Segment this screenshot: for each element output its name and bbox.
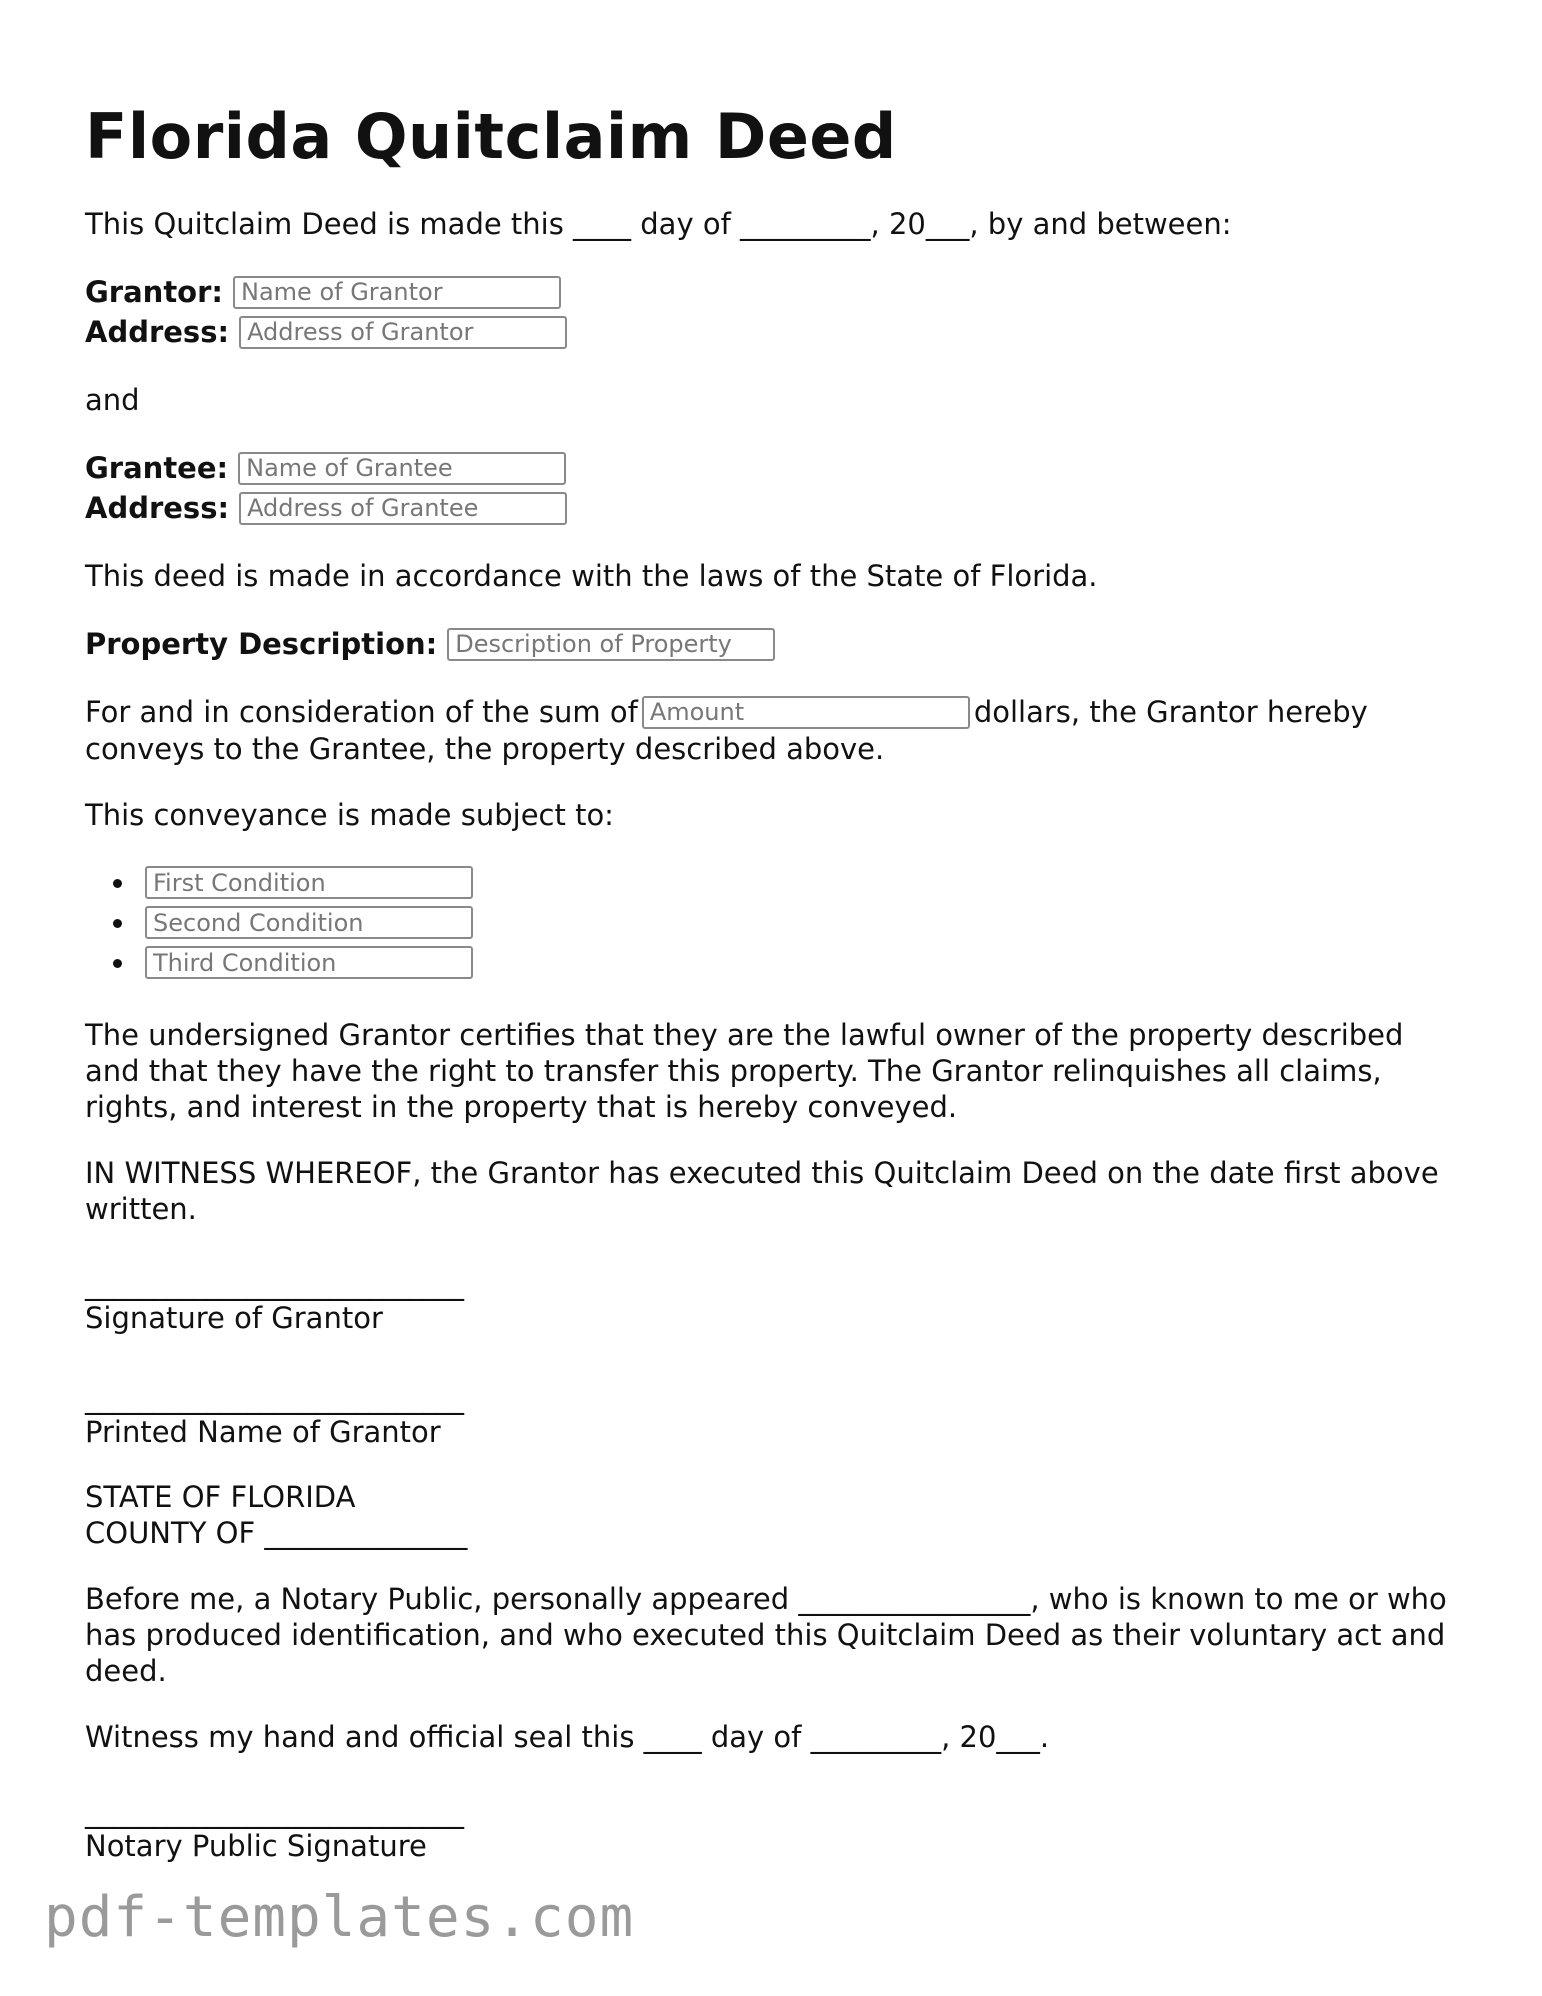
third-condition-input[interactable] [145,946,473,979]
printed-name-block [85,1381,1465,1449]
intro-paragraph: This Quitclaim Deed is made this ____ day of _________, 20___, by and between: [85,207,1232,242]
grantee-address-row [85,488,1465,528]
second-condition-input[interactable] [145,906,473,939]
property-label: Property Description: [85,627,438,662]
signature-line: ____________________________ [85,1266,463,1301]
page-title: Florida Quitclaim Deed [85,100,897,173]
subject-to-paragraph: This conveyance is made subject to: [85,797,614,832]
notary-signature-block [85,1795,1465,1863]
notary-paragraph: Before me, a Notary Public, personally appeared ________________, who is known to me or who has produced identification, and who executed this Quitclaim Deed as their voluntary act and deed. [85,1581,1447,1688]
consideration-before: For and in consideration of the sum of [85,695,638,730]
printed-name-line: ____________________________ [85,1380,463,1415]
watermark: pdf-templates.com [44,1885,635,1950]
witness-paragraph: IN WITNESS WHEREOF, the Grantor has executed this Quitclaim Deed on the date first above written. [85,1155,1439,1226]
grantor-address-label: Address: [85,315,230,350]
consideration-after: dollars, the Grantor hereby conveys to the Grantee, the property described above. [85,695,1368,766]
list-item [127,863,1465,903]
bullet-icon [113,879,122,888]
printed-name-label: Printed Name of Grantor [85,1414,441,1449]
county-line: COUNTY OF ______________ [85,1515,468,1550]
grantor-signature-block [85,1267,1465,1335]
amount-input-wrap [642,692,970,729]
property-row [85,624,1465,664]
and-text: and [85,383,140,418]
grantee-label: Grantee: [85,451,229,486]
grantor-name-row [85,272,1465,312]
consideration-paragraph [85,694,1465,767]
signature-label: Signature of Grantor [85,1300,383,1335]
laws-paragraph: This deed is made in accordance with the laws of the State of Florida. [85,559,1098,594]
bullet-icon [113,959,122,968]
document-page [85,100,1465,1909]
grantor-block [85,272,1465,352]
grantor-address-row [85,312,1465,352]
state-county-block [85,1479,1465,1551]
grantee-address-label: Address: [85,491,230,526]
list-item [127,943,1465,983]
certification-paragraph: The undersigned Grantor certifies that they are the lawful owner of the property described and that they have the right to transfer this property. The Grantor relinquishes all claims, rights, and interest in the property that is hereby conveyed. [85,1017,1404,1124]
first-condition-input[interactable] [145,866,473,899]
state-line: STATE OF FLORIDA [85,1479,356,1514]
seal-paragraph: Witness my hand and official seal this ____ day of _________, 20___. [85,1719,1050,1754]
bullet-icon [113,919,122,928]
grantor-name-input[interactable] [233,276,561,309]
property-description-input[interactable] [447,628,775,661]
conditions-list [85,863,1465,983]
grantor-address-input[interactable] [239,316,567,349]
grantee-name-input[interactable] [238,452,566,485]
notary-signature-label: Notary Public Signature [85,1828,427,1863]
grantee-address-input[interactable] [239,492,567,525]
list-item [127,903,1465,943]
grantee-name-row [85,448,1465,488]
property-block [85,624,1465,664]
notary-signature-line: ____________________________ [85,1794,463,1829]
grantee-block [85,448,1465,528]
grantor-label: Grantor: [85,275,224,310]
amount-input[interactable] [642,696,970,729]
